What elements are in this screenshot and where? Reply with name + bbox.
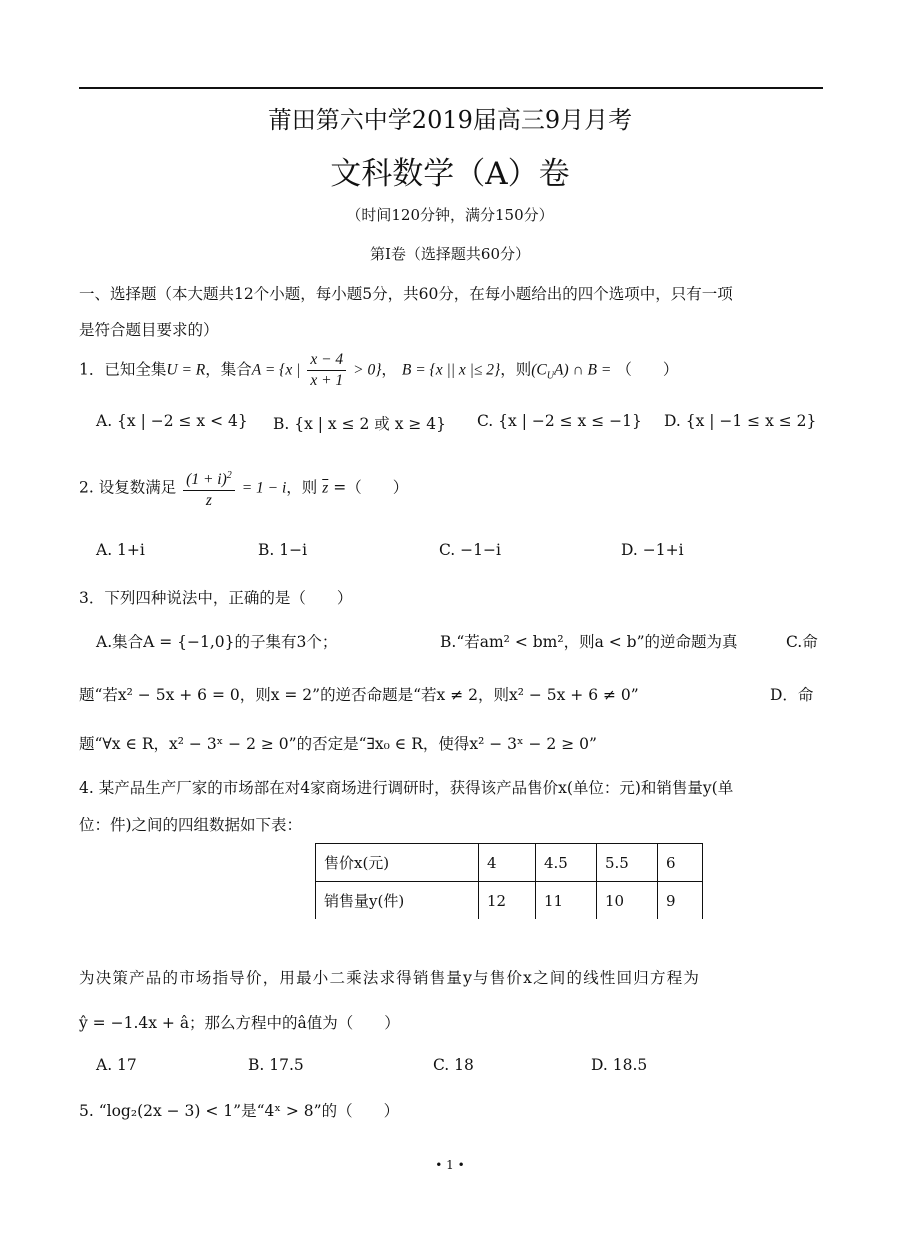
q3-option-d-start: D．命: [770, 686, 814, 704]
q4-option-c: C. 18: [433, 1056, 474, 1074]
q2-fraction: $\frac{(1 + i)^2}{z}$: [183, 466, 235, 511]
question-5: 5. “log₂(2x − 3) < 1”是“4ˣ > 8”的（ ）: [79, 1102, 400, 1120]
table-cell: 10: [597, 882, 658, 920]
header-rule: [79, 87, 823, 89]
q3-option-d: 题“∀x ∈ R，x² − 3ˣ − 2 ≥ 0”的否定是“∃x₀ ∈ R，使得x² − 3ˣ − 2 ≥ 0”: [79, 735, 597, 753]
q1-option-d: D. {x | −1 ≤ x ≤ 2}: [664, 412, 817, 430]
question-4-after1: 为决策产品的市场指导价，用最小二乘法求得销售量y与售价x之间的线性回归方程为: [79, 969, 701, 987]
q2-option-c: C. −1−i: [439, 541, 501, 559]
table-cell: 4.5: [536, 844, 597, 882]
q3-option-c: 题“若x² − 5x + 6 = 0，则x = 2”的逆否命题是“若x ≠ 2，则x² − 5x + 6 ≠ 0”: [79, 686, 639, 704]
question-4-line1: 4. 某产品生产厂家的市场部在对4家商场进行调研时，获得该产品售价x(单位：元)和销售量y(单: [79, 779, 734, 797]
q1-option-b: B. {x | x ≤ 2 或 x ≥ 4}: [273, 415, 447, 433]
table-cell: 6: [658, 844, 703, 882]
question-1: 1．已知全集U = R，集合A = {x | $\frac{x - 4}{x + 1}$ > 0}， B = {x || x |≤ 2}，则$(C_UA)$ ∩ B = （ ）: [79, 351, 679, 389]
table-cell: 9: [658, 882, 703, 920]
q4-option-d: D. 18.5: [591, 1056, 648, 1074]
time-note: （时间120分钟，满分150分）: [346, 206, 554, 224]
table-cell: 售价x(元): [316, 844, 479, 882]
question-4-line2: 位：件)之间的四组数据如下表：: [79, 816, 303, 834]
table-cell: 5.5: [597, 844, 658, 882]
q2-option-d: D. −1+i: [621, 541, 684, 559]
q2-option-b: B. 1−i: [258, 541, 308, 559]
price-sales-table: [315, 843, 703, 919]
page-number: • 1 •: [435, 1158, 465, 1172]
q3-option-a: A.集合A = {−1,0}的子集有3个；: [96, 633, 338, 651]
question-3: 3．下列四种说法中，正确的是（ ）: [79, 589, 353, 607]
q1-fraction: $\frac{x - 4}{x + 1}$: [307, 350, 346, 391]
q2-option-a: A. 1+i: [96, 541, 145, 559]
q3-option-c-start: C.命: [786, 633, 818, 651]
question-4-after2: ŷ = −1.4x + â；那么方程中的â值为（ ）: [79, 1014, 400, 1032]
table-cell: 12: [479, 882, 536, 920]
question-2: 2. 设复数满足 $\frac{(1 + i)^2}{z}$ = 1 − i，则 $\overline{z}$ =（ ）: [79, 466, 408, 511]
exam-subtitle: 文科数学（A）卷: [330, 156, 570, 192]
table-row: [316, 882, 703, 920]
section-instruction-line2: 是符合题目要求的）: [79, 321, 219, 339]
q1-option-c: C. {x | −2 ≤ x ≤ −1}: [477, 412, 642, 430]
table-row: [316, 844, 703, 882]
table-cell: 4: [479, 844, 536, 882]
table-cell: 销售量y(件): [316, 882, 479, 920]
q4-option-a: A. 17: [96, 1056, 137, 1074]
table-cell: 11: [536, 882, 597, 920]
q1-option-a: A. {x | −2 ≤ x < 4}: [96, 412, 248, 430]
part-title: 第Ⅰ卷（选择题共60分）: [369, 245, 530, 263]
section-instruction-line1: 一、选择题（本大题共12个小题，每小题5分，共60分，在每小题给出的四个选项中，只有一项: [79, 285, 733, 303]
q4-option-b: B. 17.5: [248, 1056, 304, 1074]
exam-title: 莆田第六中学2019届高三9月月考: [267, 106, 633, 134]
q3-option-b: B.“若am² < bm²，则a < b”的逆命题为真: [440, 633, 738, 651]
